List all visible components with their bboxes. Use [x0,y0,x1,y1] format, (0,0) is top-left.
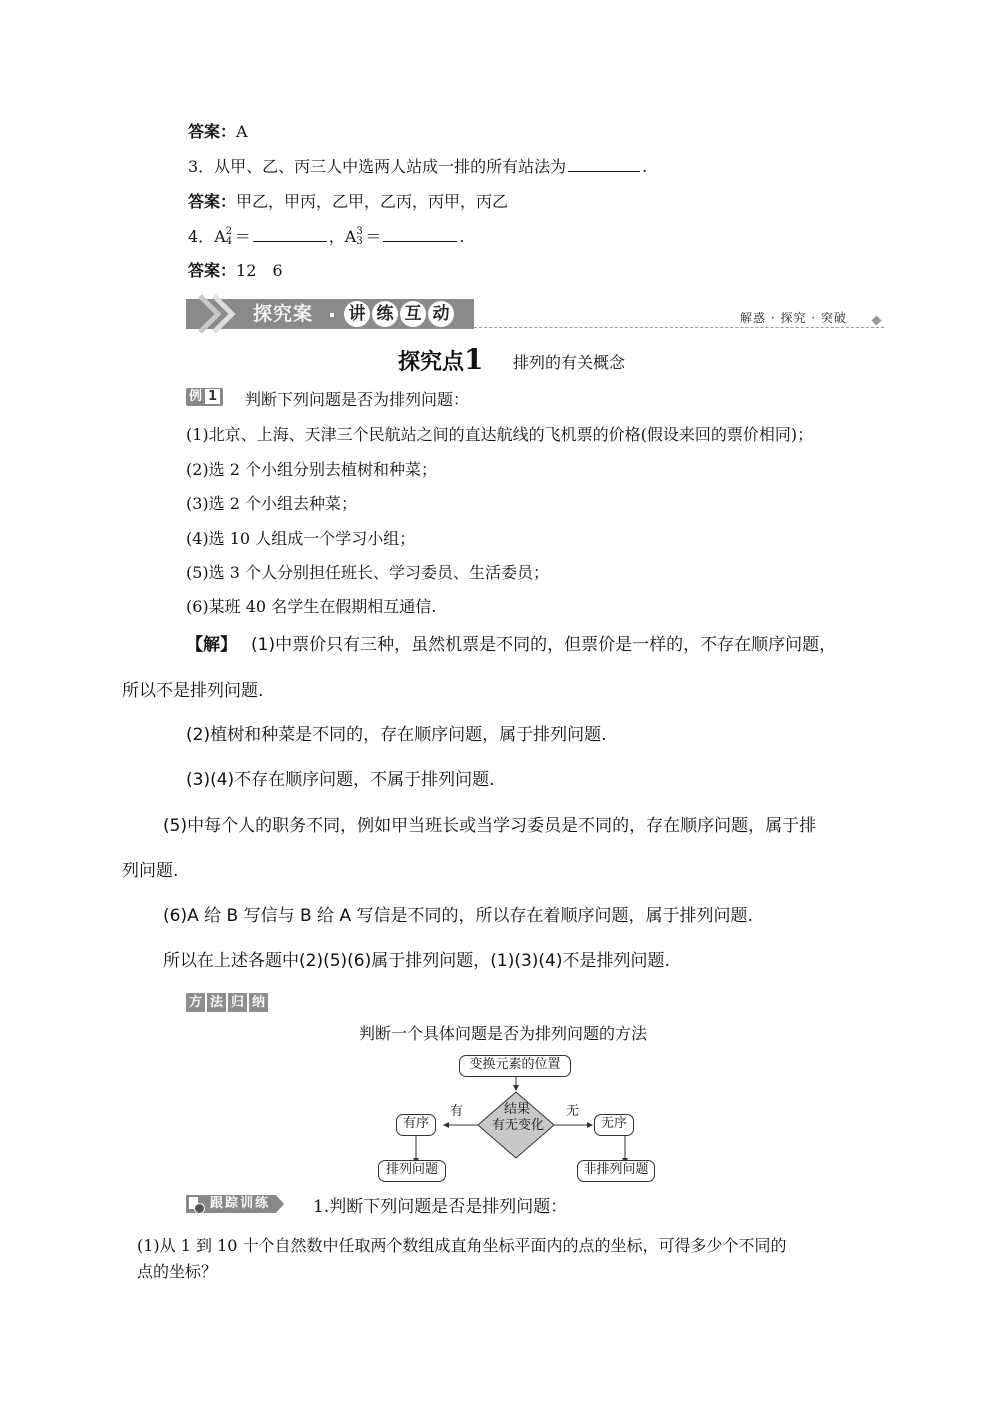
example-tag [186,388,223,406]
tag-char: 归 [228,993,247,1012]
solution-line [186,635,836,655]
banner-circled-char: 练 [372,301,398,327]
arrangement-indices [356,225,365,247]
example-item: (5)选 3 个人分别担任班长、学习委员、生活委员； [186,563,550,582]
checklist-icon [186,1195,204,1213]
answer-line [188,122,248,142]
flowchart-start-node: 变换元素的位置 [459,1055,571,1077]
solution-line: 列问题. [122,861,179,881]
tracking-exercise-tag [186,1195,284,1213]
answer-blank [383,227,457,242]
flowchart-non-permutation-result: 非排列问题 [577,1160,655,1182]
diamond-icon [872,316,882,326]
solution-text: (1)中票价只有三种，虽然机票是不同的，但票价是一样的，不存在顺序问题， [251,635,837,655]
subscript: 4 [225,235,233,247]
topic-title: 探究点 [398,350,465,375]
answer-value: 甲乙，甲丙，乙甲，乙丙，丙甲，丙乙 [236,192,509,211]
flowchart-title: 判断一个具体问题是否为排列问题的方法 [359,1024,648,1043]
question-4 [188,227,464,247]
tag-char: 纳 [249,993,268,1012]
edge-label-no: 无 [566,1104,580,1119]
tracking-item: (1)从 1 到 10 十个自然数中任取两个数组成直角坐标平面内的点的坐标，可得多少个不同的 [137,1236,787,1255]
period: . [642,157,648,176]
answer-label: 答案： [188,192,237,211]
solution-line: (2)植树和种菜是不同的，存在顺序问题，属于排列问题. [186,725,607,745]
example-tag-label: 例 [189,389,203,404]
equals: ＝ [234,227,251,246]
flowchart-ordered-node: 有序 [396,1114,436,1136]
superscript: 2 [225,225,233,237]
solution-line: (5)中每个人的职务不同，例如甲当班长或当学习委员是不同的，存在顺序问题，属于排 [163,816,817,836]
answer-label: 答案： [188,261,237,280]
question-text: 3．从甲、乙、丙三人中选两人站成一排的所有站法为 [188,157,567,176]
answer-value: A [236,122,248,141]
tracking-prompt: 1.判断下列问题是否是排列问题： [313,1197,568,1217]
double-chevron-icon [196,294,246,334]
separator: ， [328,227,345,246]
flowchart-unordered-node: 无序 [594,1114,634,1136]
period: . [459,227,465,246]
answer-blank [568,157,640,172]
answer-line [188,192,508,212]
banner-separator-dot [330,313,334,317]
answer-value: 12 6 [236,261,283,280]
example-item: (2)选 2 个小组分别去植树和种菜； [186,460,438,479]
method-summary-tag [186,993,268,1012]
decision-line-2: 有无变化 [491,1118,544,1133]
edge-label-yes: 有 [450,1104,464,1119]
banner-dashed-rule [474,327,884,328]
flowchart-permutation-result: 排列问题 [378,1160,446,1182]
example-item: (4)选 10 人组成一个学习小组； [186,529,416,548]
question-3 [188,157,647,177]
tracking-tag-label: 跟踪训练 [204,1195,276,1213]
arrangement-symbol: A [344,227,357,246]
banner-circled-char: 讲 [344,301,370,327]
solution-line: (6)A 给 B 写信与 B 给 A 写信是不同的，所以存在着顺序问题，属于排列问题. [163,906,753,926]
equals: ＝ [365,227,382,246]
example-item: (6)某班 40 名学生在假期相互通信. [186,597,437,616]
arrangement-indices [225,225,235,247]
answer-blank [253,227,327,242]
topic-number: 1 [464,343,484,376]
solution-line: 所以在上述各题中(2)(5)(6)属于排列问题，(1)(3)(4)不是排列问题. [163,951,670,971]
topic-subtitle: 排列的有关概念 [513,353,626,372]
example-tag-number: 1 [205,389,220,404]
answer-line [188,261,283,281]
banner-circled-char: 互 [400,301,426,327]
flowchart-decision-text [491,1102,544,1134]
question-number: 4． [188,227,215,246]
answer-label: 答案： [188,122,237,141]
example-prompt: 判断下列问题是否为排列问题： [245,390,470,409]
tag-char: 法 [207,993,226,1012]
topic-heading [398,345,484,378]
tag-char: 方 [186,993,205,1012]
solution-line: (3)(4)不存在顺序问题，不属于排列问题. [186,770,495,790]
example-item: (3)选 2 个小组去种菜； [186,494,358,513]
solution-line: 所以不是排列问题. [122,681,264,701]
subscript: 3 [356,235,363,247]
banner-title: 探究案 [253,303,314,325]
solution-label: 【解】 [186,635,237,655]
decision-line-1: 结果 [503,1102,530,1117]
tag-arrow [276,1195,284,1213]
example-item: (1)北京、上海、天津三个民航站之间的直达航线的飞机票的价格(假设来回的票价相同)； [186,425,814,444]
superscript: 3 [356,225,363,237]
tracking-item-continued: 点的坐标？ [137,1262,218,1281]
banner-right-text: 解惑 · 探究 · 突破 [740,311,847,325]
arrangement-symbol: A [214,227,226,246]
banner-circled-char: 动 [428,301,454,327]
